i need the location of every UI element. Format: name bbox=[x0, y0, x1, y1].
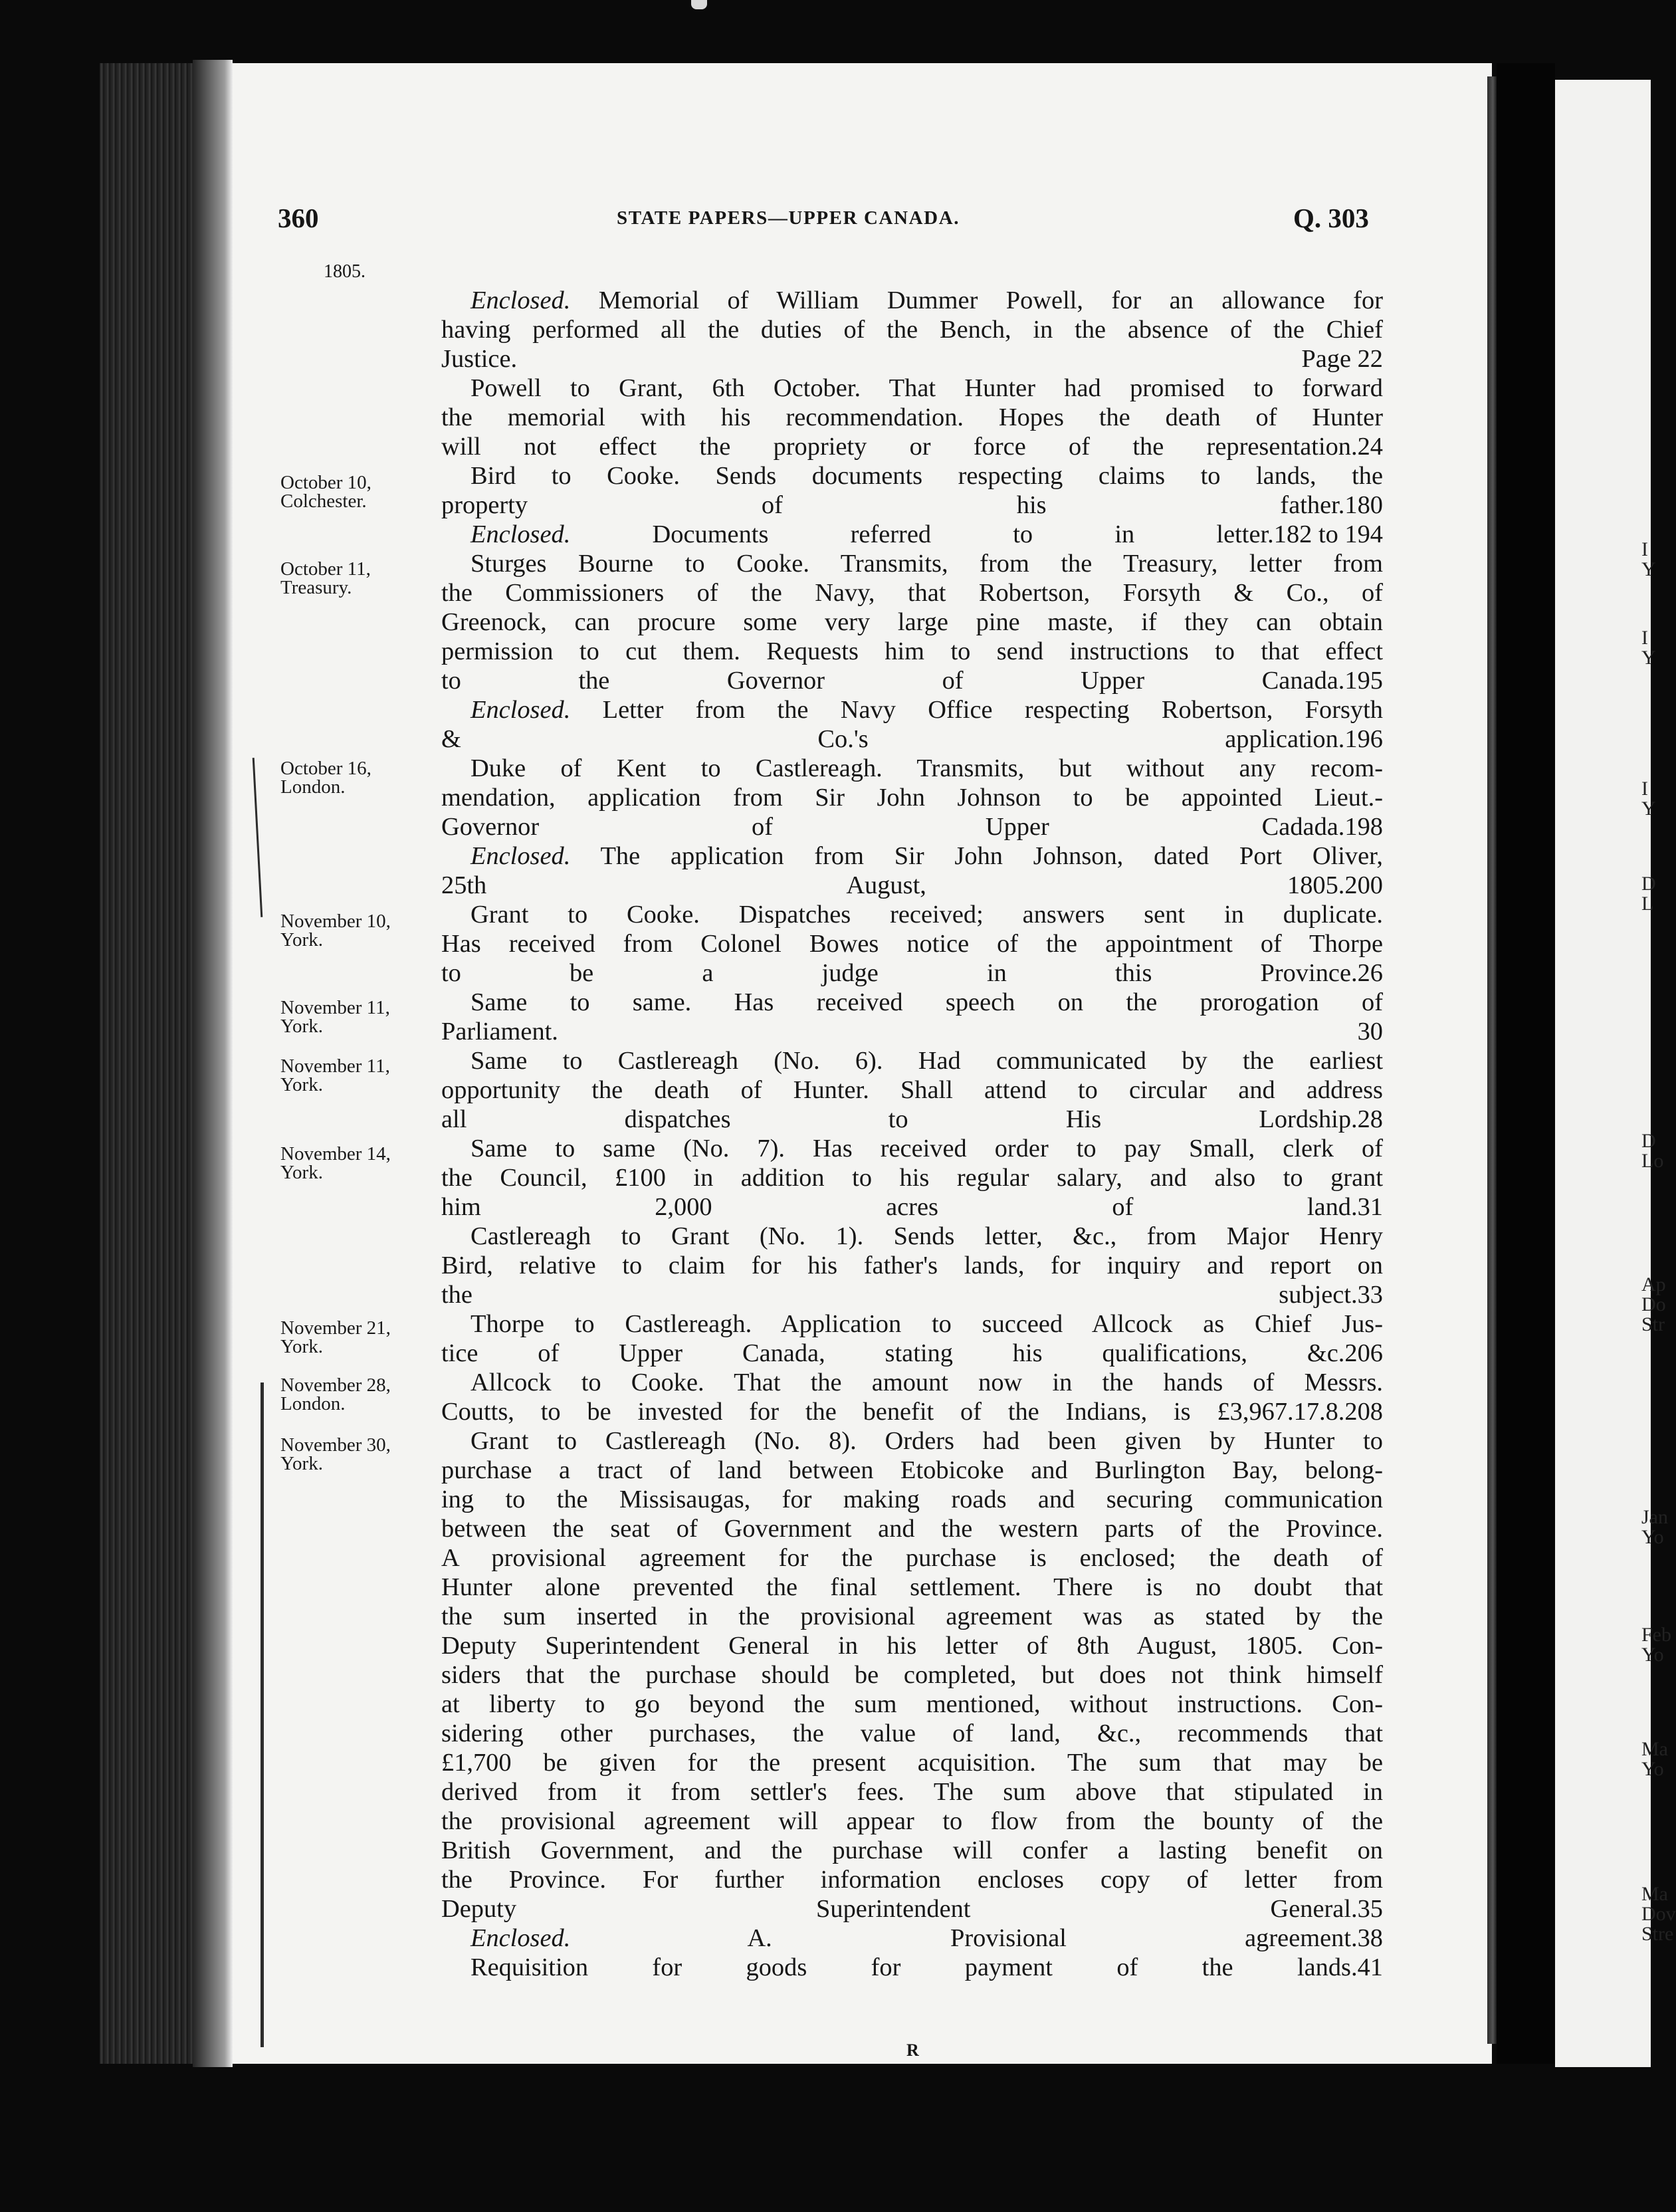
text-line: the sum inserted in the provisional agreement was as stated by the bbox=[441, 1603, 1383, 1630]
pencil-margin-mark bbox=[261, 1382, 264, 2047]
text-line: Requisition for goods for payment of the lands. 41 bbox=[471, 1953, 1383, 1981]
text-line: having performed all the duties of the Bench, in the absence of the Chief bbox=[441, 316, 1383, 344]
margin-date-note: November 28, London. bbox=[280, 1375, 391, 1414]
facing-page-fragment: Ap bbox=[1641, 1273, 1666, 1295]
facing-page-fragment: D bbox=[1641, 873, 1656, 895]
text-line: Justice. Page 22 bbox=[441, 345, 1383, 373]
text-line: Hunter alone prevented the final settlement. There is no doubt that bbox=[441, 1573, 1383, 1601]
text-line: Grant to Castlereagh (No. 8). Orders had been given by Hunter to bbox=[471, 1427, 1383, 1455]
text-line: Thorpe to Castlereagh. Application to succeed Allcock as Chief Jus- bbox=[471, 1310, 1383, 1338]
facing-page-fragment: Yo bbox=[1641, 1758, 1664, 1780]
text-line: Grant to Cooke. Dispatches received; answers sent in duplicate. bbox=[471, 901, 1383, 929]
text-line: Enclosed. Documents referred to in letter. 182 to 194 bbox=[471, 520, 1383, 548]
facing-page-fragment: Jan bbox=[1641, 1506, 1668, 1528]
text-line: the Commissioners of the Navy, that Robertson, Forsyth & Co., of bbox=[441, 579, 1383, 607]
text-line: Deputy Superintendent General. 35 bbox=[441, 1895, 1383, 1923]
facing-page-fragment: Lo bbox=[1641, 1150, 1664, 1172]
text-line: Bird, relative to claim for his father's lands, for inquiry and report on bbox=[441, 1252, 1383, 1279]
text-line: Same to same. Has received speech on the prorogation of bbox=[471, 988, 1383, 1016]
text-line: opportunity the death of Hunter. Shall attend to circular and address bbox=[441, 1076, 1383, 1104]
facing-page-fragment: I bbox=[1641, 627, 1648, 649]
facing-page-fragment: Do bbox=[1641, 1293, 1666, 1315]
text-line: him 2,000 acres of land. 31 bbox=[441, 1193, 1383, 1221]
page-number: 360 bbox=[278, 203, 319, 233]
text-line: Has received from Colonel Bowes notice of the appointment of Thorpe bbox=[441, 930, 1383, 958]
text-line: property of his father. 180 bbox=[441, 491, 1383, 519]
text-line: derived from it from settler's fees. The sum above that stipulated in bbox=[441, 1778, 1383, 1806]
text-line: to the Governor of Upper Canada. 195 bbox=[441, 667, 1383, 695]
text-line: will not effect the propriety or force of the representation. 24 bbox=[441, 433, 1383, 461]
facing-page-fragment: Feb bbox=[1641, 1624, 1671, 1646]
text-line: the provisional agreement will appear to flow from the bounty of the bbox=[441, 1807, 1383, 1835]
facing-page-fragment: Str bbox=[1641, 1313, 1665, 1335]
calendar-entries bbox=[441, 286, 1383, 1982]
text-line: Same to Castlereagh (No. 6). Had communicated by the earliest bbox=[471, 1047, 1383, 1075]
margin-date-note: November 11, York. bbox=[280, 1055, 390, 1095]
text-line: Powell to Grant, 6th October. That Hunter had promised to forward bbox=[471, 374, 1383, 402]
facing-page-fragment: Yo bbox=[1641, 1526, 1664, 1548]
margin-date-note: October 16, London. bbox=[280, 758, 371, 798]
text-line: Castlereagh to Grant (No. 1). Sends letter, &c., from Major Henry bbox=[471, 1222, 1383, 1250]
text-line: Allcock to Cooke. That the amount now in the hands of Messrs. bbox=[471, 1369, 1383, 1396]
running-title: STATE PAPERS—UPPER CANADA. bbox=[617, 207, 960, 229]
facing-page-fragment: I bbox=[1641, 778, 1648, 800]
text-line: Greenock, can procure some very large pine maste, if they can obtain bbox=[441, 608, 1383, 636]
text-line: & Co.'s application. 196 bbox=[441, 725, 1383, 753]
margin-date-note: November 11, York. bbox=[280, 997, 390, 1037]
facing-page-fragment: Y bbox=[1641, 558, 1656, 580]
facing-page-fragment: L bbox=[1641, 893, 1654, 915]
year-heading: 1805. bbox=[324, 261, 366, 282]
text-line: Bird to Cooke. Sends documents respecting claims to lands, the bbox=[471, 462, 1383, 490]
text-line: at liberty to go beyond the sum mentioned, without instructions. Con- bbox=[441, 1690, 1383, 1718]
facing-page-fragment: D bbox=[1641, 1130, 1656, 1152]
facing-page-fragment: Ma bbox=[1641, 1883, 1668, 1905]
text-line: permission to cut them. Requests him to send instructions to that effect bbox=[441, 637, 1383, 665]
text-line: Deputy Superintendent General in his letter of 8th August, 1805. Con- bbox=[441, 1632, 1383, 1660]
facing-page-fragment: Dov bbox=[1641, 1903, 1676, 1925]
facing-page-fragment: I bbox=[1641, 538, 1648, 560]
text-line: Enclosed. Letter from the Navy Office respecting Robertson, Forsyth bbox=[471, 696, 1383, 724]
text-line: British Government, and the purchase will confer a lasting benefit on bbox=[441, 1836, 1383, 1864]
text-line: A provisional agreement for the purchase is enclosed; the death of bbox=[441, 1544, 1383, 1572]
margin-date-note: November 21, York. bbox=[280, 1317, 391, 1357]
text-line: Governor of Upper Cadada. 198 bbox=[441, 813, 1383, 841]
text-line: the Province. For further information encloses copy of letter from bbox=[441, 1866, 1383, 1894]
text-line: Enclosed. A. Provisional agreement. 38 bbox=[471, 1924, 1383, 1952]
page-fold-edge bbox=[1487, 76, 1497, 2044]
margin-date-note: November 30, York. bbox=[280, 1434, 391, 1474]
text-line: Same to same (No. 7). Has received order to pay Small, clerk of bbox=[471, 1135, 1383, 1162]
text-line: purchase a tract of land between Etobicoke and Burlington Bay, belong- bbox=[441, 1456, 1383, 1484]
text-line: Sturges Bourne to Cooke. Transmits, from the Treasury, letter from bbox=[471, 550, 1383, 578]
text-line: to be a judge in this Province. 26 bbox=[441, 959, 1383, 987]
scan-artifact bbox=[691, 0, 707, 9]
text-line: Coutts, to be invested for the benefit of the Indians, is £3,967.17.8. 208 bbox=[441, 1398, 1383, 1426]
text-line: the subject. 33 bbox=[441, 1281, 1383, 1309]
text-line: siders that the purchase should be completed, but does not think himself bbox=[441, 1661, 1383, 1689]
text-line: Enclosed. The application from Sir John Johnson, dated Port Oliver, bbox=[471, 842, 1383, 870]
printer-signature-mark: R bbox=[906, 2041, 919, 2060]
text-line: mendation, application from Sir John Johnson to be appointed Lieut.- bbox=[441, 784, 1383, 812]
book-gutter bbox=[1497, 63, 1555, 2064]
text-line: tice of Upper Canada, stating his qualifications, &c. 206 bbox=[441, 1339, 1383, 1367]
page-gutter-shadow bbox=[193, 60, 233, 2067]
facing-page-fragment: Ma bbox=[1641, 1738, 1668, 1760]
text-line: Parliament. 30 bbox=[441, 1018, 1383, 1046]
volume-reference: Q. 303 bbox=[1293, 203, 1369, 233]
text-line: the memorial with his recommendation. Hopes the death of Hunter bbox=[441, 403, 1383, 431]
text-line: Enclosed. Memorial of William Dummer Powell, for an allowance for bbox=[471, 286, 1383, 314]
facing-page-fragment: Yo bbox=[1641, 1644, 1664, 1666]
text-line: the Council, £100 in addition to his regular salary, and also to grant bbox=[441, 1164, 1383, 1192]
margin-date-note: October 10, Colchester. bbox=[280, 472, 371, 512]
margin-date-note: November 14, York. bbox=[280, 1143, 391, 1183]
text-line: 25th August, 1805. 200 bbox=[441, 871, 1383, 899]
margin-date-note: November 10, York. bbox=[280, 911, 391, 950]
text-line: sidering other purchases, the value of land, &c., recommends that bbox=[441, 1719, 1383, 1747]
facing-page-fragment: Stre bbox=[1641, 1923, 1674, 1945]
facing-page-fragment: Y bbox=[1641, 798, 1656, 820]
margin-date-note: October 11, Treasury. bbox=[280, 558, 371, 598]
text-line: ing to the Missisaugas, for making roads and securing communication bbox=[441, 1486, 1383, 1513]
text-line: all dispatches to His Lordship. 28 bbox=[441, 1105, 1383, 1133]
text-line: Duke of Kent to Castlereagh. Transmits, but without any recom- bbox=[471, 754, 1383, 782]
text-line: £1,700 be given for the present acquisition. The sum that may be bbox=[441, 1749, 1383, 1777]
facing-page-fragment: Y bbox=[1641, 647, 1656, 669]
text-line: between the seat of Government and the western parts of the Province. bbox=[441, 1515, 1383, 1543]
